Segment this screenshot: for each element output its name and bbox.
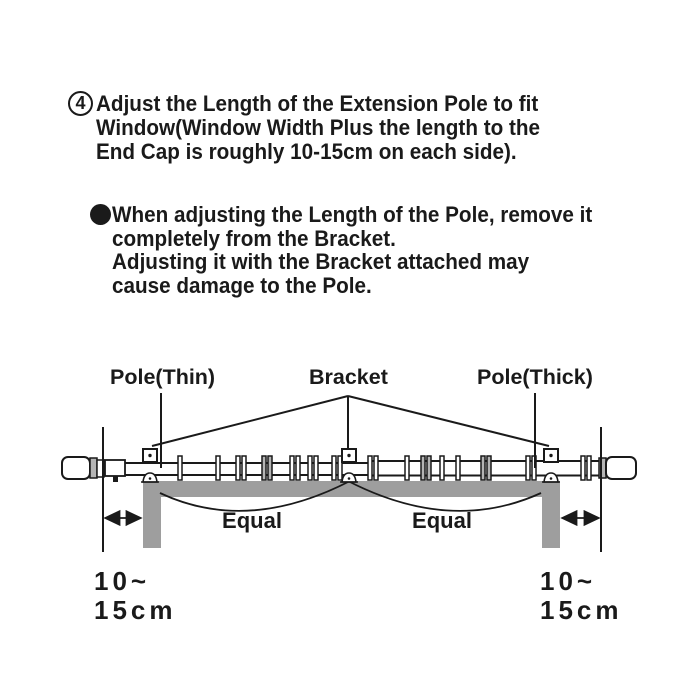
curtain-ring bbox=[421, 456, 425, 480]
curtain-ring bbox=[314, 456, 318, 480]
equal-label-right: Equal bbox=[412, 508, 472, 533]
curtain-ring bbox=[236, 456, 240, 480]
bracket-screw bbox=[347, 454, 350, 457]
pole-thick-label: Pole(Thick) bbox=[477, 365, 593, 389]
step-line-1: Adjust the Length of the Extension Pole to fit bbox=[96, 91, 539, 116]
curtain-ring bbox=[332, 456, 336, 480]
note-line-2: completely from the Bracket. bbox=[112, 225, 396, 251]
bracket-screw bbox=[550, 477, 553, 480]
bracket-leader-right bbox=[348, 396, 549, 446]
bracket-screw bbox=[348, 477, 351, 480]
curtain-ring bbox=[526, 456, 530, 480]
curtain-ring bbox=[427, 456, 431, 480]
curtain-ring bbox=[374, 456, 378, 480]
curtain-ring bbox=[581, 456, 585, 480]
step-line-3: End Cap is roughly 10-15cm on each side). bbox=[96, 139, 517, 164]
right-margin-value-line2: 15cm bbox=[540, 595, 623, 625]
bracket-screw bbox=[149, 477, 152, 480]
curtain-ring bbox=[587, 456, 591, 480]
curtain-ring bbox=[242, 456, 246, 480]
right-margin-value-line1: 10~ bbox=[540, 566, 597, 596]
step-line-2: Window(Window Width Plus the length to the bbox=[96, 115, 540, 140]
left-margin-value-line2: 15cm bbox=[94, 595, 177, 625]
curtain-ring bbox=[405, 456, 409, 480]
window-frame bbox=[143, 481, 560, 548]
curtain-ring bbox=[268, 456, 272, 480]
pole-sleeve-left bbox=[105, 460, 125, 476]
window-frame-right-leg bbox=[542, 481, 560, 548]
pole-thin-tube bbox=[88, 463, 373, 475]
curtain-ring bbox=[368, 456, 372, 480]
curtain-ring bbox=[308, 456, 312, 480]
bracket-leader-lines bbox=[152, 396, 549, 450]
left-margin-value-line1: 10~ bbox=[94, 566, 151, 596]
curtain-ring bbox=[440, 456, 444, 480]
curtain-ring bbox=[487, 456, 491, 480]
curtain-ring bbox=[216, 456, 220, 480]
equal-label-left: Equal bbox=[222, 508, 282, 533]
curtain-ring bbox=[178, 456, 182, 480]
note-line-1: When adjusting the Length of the Pole, remove it bbox=[112, 202, 593, 227]
bracket-screw bbox=[148, 454, 151, 457]
bracket-leader-left bbox=[152, 396, 348, 446]
curtain-ring bbox=[262, 456, 266, 480]
bracket-screw bbox=[549, 454, 552, 457]
pole-thin-label: Pole(Thin) bbox=[110, 365, 216, 389]
note-line-3: Adjusting it with the Bracket attached may bbox=[112, 249, 530, 274]
curtain-ring bbox=[290, 456, 294, 480]
curtain-ring bbox=[456, 456, 460, 480]
curtain-ring bbox=[481, 456, 485, 480]
end-cap-right bbox=[606, 457, 636, 479]
pole-stopper bbox=[113, 476, 118, 482]
curtain-ring bbox=[296, 456, 300, 480]
step-number: 4 bbox=[75, 93, 86, 113]
end-cap-left bbox=[62, 457, 90, 479]
window-frame-left-leg bbox=[143, 481, 161, 548]
end-collar-left-gray bbox=[90, 458, 97, 478]
bracket-label: Bracket bbox=[309, 365, 388, 389]
note-line-4: cause damage to the Pole. bbox=[112, 272, 372, 298]
